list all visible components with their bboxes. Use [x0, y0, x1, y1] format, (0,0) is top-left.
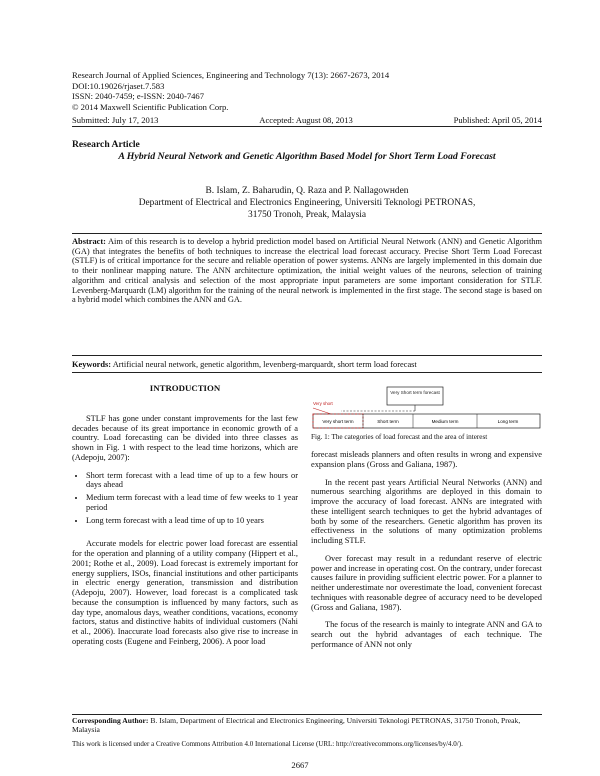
forecast-list [72, 471, 298, 526]
keywords-rule [72, 372, 542, 373]
issn: ISSN: 2040-7459; e-ISSN: 2040-7467 [72, 91, 205, 102]
intro-paragraph-2: Accurate models for electric power load forecast are essential for the operation and planning of a utility company (Hippert et al., 2001; Rothe et al., 2009). Load forecast is extremely important for energy suppliers, ISOs, financial institutions and other participants in electric energy generation, transmission and distribution (Adepoju, 2007). However, load forecast is a complicated task because the consumption is influenced by many factors, such as day type, anomalous days, weather conditions, vacations, economy factors, status and distinctive habits of individual customers (Nahi et al., 2006). Inaccurate load forecasts also give rise to increase in operating costs (Eugene and Feinberg, 2006). A poor load [72, 539, 298, 646]
doi[interactable]: DOI:10.19026/rjaset.7.583 [72, 80, 165, 91]
abstract-rule-top [72, 233, 542, 234]
author-names: B. Islam, Z. Baharudin, Q. Raza and P. Nallagowнden [205, 186, 409, 196]
right-column [311, 450, 542, 658]
corresponding-text: B. Islam, Department of Electrical and Electronics Engineering, Universiti Teknologi PETRONAS, 31750 Tronoh, Preak, Malaysia [72, 716, 521, 735]
corresponding-author [72, 716, 542, 735]
segment-label: Long term [497, 419, 519, 424]
affiliation: Department of Electrical and Electronics Engineering, Universiti Teknologi PETRONAS, [138, 198, 476, 208]
journal-header [72, 70, 542, 112]
copyright: © 2014 Maxwell Scientific Publication Corp. [72, 101, 229, 112]
list-item: • Long term forecast with a lead time of up to 10 years [86, 516, 298, 526]
arrow [313, 408, 331, 414]
segment-label: Very short term [322, 419, 354, 424]
address: 31750 Tronoh, Preak, Malaysia [248, 210, 366, 220]
keywords [72, 360, 542, 369]
segment-label: Short term [377, 419, 399, 424]
abstract-label: Abstract: [72, 237, 106, 246]
author-block [72, 185, 542, 221]
right-paragraph-3: Over forecast may result in a redundant reserve of electric power and increase in operating cost. On the contrary, under forecast causes failure in providing sufficient electric power. For a planner to neither underestimate nor overestimate the load, convenient forecast techniques with reasonable degree of accuracy need to be developed (Gross and Galiana, 1987). [311, 553, 542, 612]
accepted-date: Accepted: August 08, 2013 [259, 115, 353, 125]
segment-label: Medium term [431, 419, 459, 424]
footer-rule [72, 714, 542, 715]
license-note: This work is licensed under a Creative Commons Attribution 4.0 International License (URL: http://creativecommons.org/licenses/by/4.0/). [72, 740, 463, 748]
list-item: • Short term forecast with a lead time of up to a few hours or days ahead [86, 471, 298, 491]
header-rule [72, 126, 542, 127]
abstract [72, 237, 542, 305]
intro-paragraph-1: STLF has gone under constant improvements for the last few decades because of its great importance in economic growth of a country. Load forecasting can be divided into three classes as shown in Fig. 1 with respect to the lead time horizons, which are (Adepoju, 2007): [72, 413, 298, 462]
right-paragraph-2: In the recent past years Artificial Neural Networks (ANN) and numerous searching algorithms are deployed in this domain to improve the accuracy of load forecast. ANNs are integrated with these intelligent search techniques to get the hybrid advantages of both by some of the researchers. Genetic algorithm has proven its effectiveness in the solutions of many optimization problems including STLF. [311, 477, 542, 545]
figure-caption: Fig. 1: The categories of load forecast and the area of interest [311, 433, 488, 441]
area-of-interest-label: Very short [313, 401, 333, 406]
right-paragraph-1: forecast misleads planners and often results in wrong and expensive expansion plans (Gross and Galiana, 1987). [311, 450, 542, 469]
keywords-label: Keywords: [72, 360, 112, 369]
abstract-text: Aim of this research is to develop a hybrid prediction model based on Artificial Neural Network (ANN) and Genetic Algorithm (GA) that integrates the benefits of both techniques to increase the electrical load forecast accuracy. Precise Short Term Load Forecast (STLF) is of critical importance for the secure and reliable operation of power systems. ANNs are largely implemented in this domain due to their nonlinear mapping nature. The ANN architecture optimization, the initial weight values of the neurons, selection of training algorithm and critical analysis and selection of the most appropriate input parameters are some important consideration for STLF. Levenberg-Marquardt (LM) algorithm for the training of the neural network is implemented in the first stage. The second stage is based on a hybrid model which combines the ANN and GA. [72, 237, 542, 305]
list-item: • Medium term forecast with a lead time of few weeks to 1 year period [86, 493, 298, 513]
dates-row [72, 115, 542, 125]
page-number: 2667 [291, 760, 309, 770]
left-column [72, 384, 298, 655]
article-title: A Hybrid Neural Network and Genetic Algorithm Based Model for Short Term Load Forecast [118, 151, 496, 162]
corresponding-label: Corresponding Author: [72, 716, 149, 725]
article-type: Research Article [72, 139, 140, 150]
section-heading: INTRODUCTION [149, 383, 221, 393]
keywords-text: Artificial neural network, genetic algorithm, levenberg-marquardt, short term load forecast [112, 360, 417, 369]
figure-box-label: Very Short term forecast [390, 390, 440, 395]
abstract-rule-bottom [72, 355, 542, 356]
right-paragraph-4: The focus of the research is mainly to integrate ANN and GA to search out the hybrid advantages of each technique. The performance of ANN not only [311, 620, 542, 649]
submitted-date: Submitted: July 17, 2013 [72, 115, 159, 125]
published-date: Published: April 05, 2014 [453, 115, 542, 125]
journal-citation: Research Journal of Applied Sciences, Engineering and Technology 7(13): 2667-2673, 2014 [72, 70, 390, 80]
